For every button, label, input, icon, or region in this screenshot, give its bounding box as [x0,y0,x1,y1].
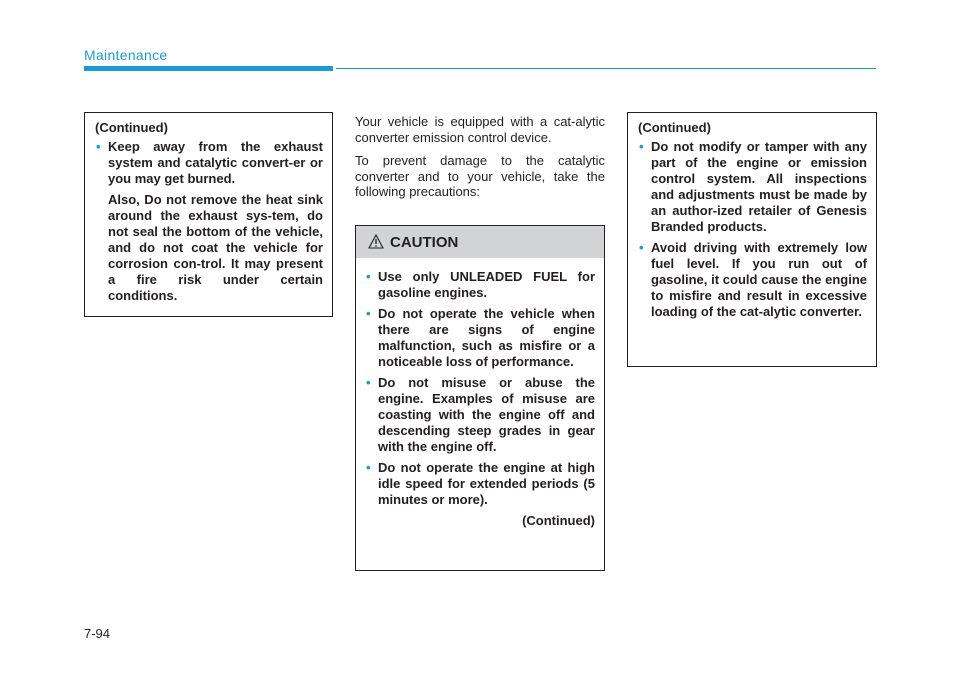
bullet-text: Do not operate the engine at high idle speed for extended periods (5 minutes or more). [378,460,595,507]
bullet-text: Do not misuse or abuse the engine. Examples of misuse are coasting with the engine off and descending steep grades in gear with the engine off. [378,375,595,454]
list-item [638,240,867,320]
header-rule-thin [336,68,876,69]
caution-box [355,225,605,571]
bullet-icon: • [366,375,371,390]
continued-label: (Continued) [95,120,168,135]
list-item [365,269,595,301]
bullet-paragraph: Also, Do not remove the heat sink around the exhaust sys-tem, do not seal the bottom of the vehicle, and do not coat the vehicle for corrosion con-trol. It may present a fire risk under certain conditions. [108,192,323,303]
bullet-text: Do not operate the vehicle when there are signs of engine malfunction, such as misfire or a noticeable loss of performance. [378,306,595,369]
bullet-text: Do not modify or tamper with any part of the engine or emission control system. All inspections and adjustments must be made by an author-ized retailer of Genesis Branded products. [651,139,867,234]
header-rule-thick [84,66,333,71]
caution-bullet-list [365,269,595,508]
continued-footer: (Continued) [522,513,595,528]
left-continued-box [84,112,333,317]
bullet-icon: • [366,269,371,284]
list-item [365,306,595,370]
warning-triangle-icon [368,234,384,254]
bullet-paragraph: Keep away from the exhaust system and catalytic convert-er or you may get burned. [108,139,323,186]
caution-header [356,226,604,258]
bullet-icon: • [96,139,101,154]
caution-title: CAUTION [390,234,459,251]
right-continued-box [627,112,877,367]
body-paragraph: Your vehicle is equipped with a cat-alytic converter emission control device. [355,114,605,145]
bullet-icon: • [366,306,371,321]
right-bullet-list [638,139,867,320]
body-paragraph: To prevent damage to the catalytic converter and to your vehicle, take the following precautions: [355,153,605,199]
bullet-icon: • [639,139,644,154]
bullet-icon: • [366,460,371,475]
continued-label: (Continued) [638,120,711,135]
bullet-text: Avoid driving with extremely low fuel level. If you run out of gasoline, it could cause the engine to misfire and result in excessive loading of the cat-alytic converter. [651,240,867,319]
left-bullet-list [95,139,323,304]
body-text [355,114,605,208]
bullet-text: Use only UNLEADED FUEL for gasoline engines. [378,269,595,300]
list-item [365,460,595,508]
list-item [365,375,595,455]
bullet-icon: • [639,240,644,255]
list-item [95,139,323,304]
page-number: 7-94 [84,626,111,641]
section-title: Maintenance [84,47,168,63]
list-item [638,139,867,235]
